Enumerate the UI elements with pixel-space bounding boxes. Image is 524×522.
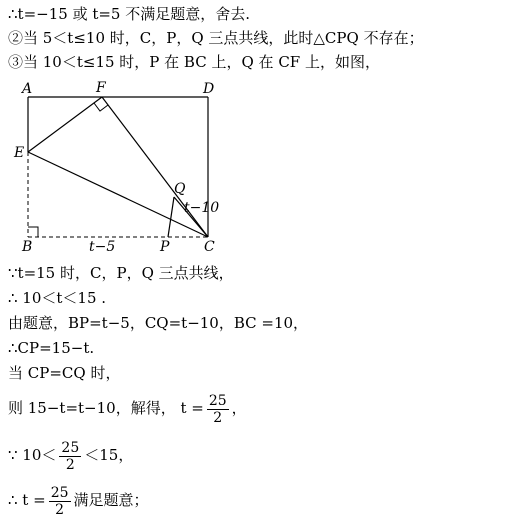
fraction-denominator: 2	[55, 501, 65, 518]
text-line-11	[8, 482, 149, 518]
text-line-7: ∴CP=15−t.	[8, 339, 95, 357]
fraction-denominator: 2	[65, 456, 75, 473]
line-11-prefix: ∴ t =	[8, 491, 46, 509]
segment-EF	[28, 97, 102, 152]
label-B: B	[22, 239, 33, 255]
fraction-25-over-2	[207, 393, 229, 426]
label-Q: Q	[174, 181, 186, 197]
label-C: C	[204, 239, 215, 255]
label-E: E	[14, 145, 25, 161]
segment-QP	[168, 197, 174, 237]
label-A: A	[22, 81, 33, 97]
line-9-suffix: ，	[231, 399, 247, 417]
line-11-suffix: 满足题意；	[73, 491, 149, 509]
line-9-prefix: 则 15−t=t−10，解得， t =	[8, 399, 204, 417]
text-line-4: ∵t=15 时，C，P，Q 三点共线，	[8, 264, 234, 282]
right-angle-B	[28, 227, 38, 237]
line-10-suffix: ＜15，	[84, 446, 134, 464]
text-line-10	[8, 437, 133, 473]
line-10-prefix: ∵ 10＜	[8, 446, 57, 464]
label-P: P	[160, 239, 170, 255]
fraction-numerator: 25	[61, 439, 80, 456]
fraction-numerator: 25	[208, 392, 227, 409]
label-F: F	[96, 80, 106, 96]
text-line-6: 由题意，BP=t−5，CQ=t−10，BC =10，	[8, 314, 309, 332]
fraction-25-over-2	[59, 440, 81, 473]
segment-FC	[102, 97, 208, 237]
label-bottom-segment: t−5	[89, 239, 116, 255]
right-angle-F	[94, 103, 108, 111]
fraction-25-over-2	[49, 485, 71, 518]
text-line-3: ③当 10＜t≤15 时，P 在 BC 上，Q 在 CF 上，如图，	[8, 53, 380, 71]
label-side-segment: t−10	[184, 200, 220, 216]
text-line-1: ∴t=−15 或 t=5 不满足题意，舍去.	[8, 5, 251, 23]
text-line-8: 当 CP=CQ 时，	[8, 364, 121, 382]
text-line-2: ②当 5＜t≤10 时，C，P，Q 三点共线，此时△CPQ 不存在；	[8, 29, 424, 47]
geometry-figure	[0, 75, 260, 265]
label-D: D	[203, 81, 215, 97]
text-line-9	[8, 390, 247, 426]
text-line-5: ∴ 10＜t＜15 .	[8, 289, 107, 307]
fraction-denominator: 2	[213, 409, 223, 426]
fraction-numerator: 25	[50, 484, 69, 501]
